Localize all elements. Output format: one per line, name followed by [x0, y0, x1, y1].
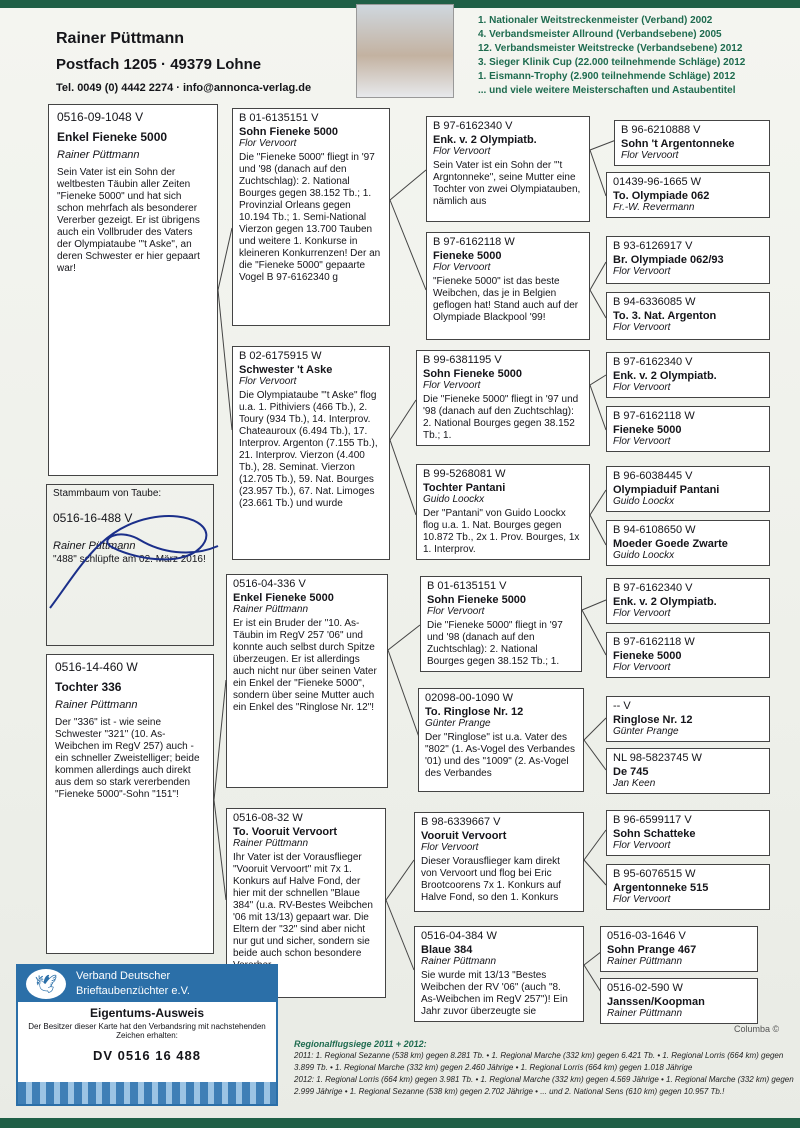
bird-name: Tochter 336 [55, 680, 122, 694]
pedigree-g4 [606, 172, 770, 218]
bird-owner: Flor Vervoort [239, 138, 297, 149]
bird-name: Fieneke 5000 [613, 424, 682, 436]
ring-number: B 94-6336085 W [613, 296, 696, 308]
ring-number: B 99-6381195 V [423, 354, 502, 366]
bird-name: Moeder Goede Zwarte [613, 538, 728, 550]
bird-name: Enk. v. 2 Olympiatb. [433, 134, 537, 146]
card-band [18, 1082, 276, 1104]
bird-owner: Rainer Püttmann [607, 956, 683, 967]
pedigree-g2 [232, 108, 390, 326]
bird-name: Sohn 't Argentonneke [621, 138, 735, 150]
bird-name: To. Vooruit Vervoort [233, 826, 338, 838]
bird-owner: Flor Vervoort [613, 436, 671, 447]
bird-owner: Flor Vervoort [613, 266, 671, 277]
achievement: ... und viele weitere Meisterschaften und Astaubentitel [478, 85, 736, 96]
ring-number: B 99-5268081 W [423, 468, 506, 480]
bird-owner: Flor Vervoort [621, 150, 679, 161]
bird-description: Der "Ringlose" ist u.a. Vater des "802" (1. As-Vogel des Verbandes '01) und des "1009" (2. As-Vogel des Verbandes [425, 732, 575, 779]
ring-number: 0516-04-336 V [233, 578, 306, 590]
pedigree-g3 [418, 688, 584, 792]
pedigree-g4 [606, 810, 770, 856]
pedigree-g3 [414, 812, 584, 912]
bird-description: Ihr Vater ist der Vorausflieger "Vooruit Vervoort" mit 7x 1. Konkurs auf Halve Fond, der hier mit der schnellen "Blaue 384" (u.a. RV-Bestes Weibchen '06 mit 13/13) gepaart war. Die Eltern der "32" sind aber nicht nur gut und sicher, sondern sie beide auch schon besondere [233, 852, 373, 959]
pedigree-g4 [606, 748, 770, 794]
pedigree-sire [48, 104, 218, 476]
bird-name: Olympiaduif Pantani [613, 484, 720, 496]
bird-name: To. 3. Nat. Argenton [613, 310, 717, 322]
bird-owner: Guido Loockx [613, 496, 675, 507]
regional-results [294, 1038, 794, 1098]
credit: Columba © [734, 1024, 780, 1034]
pedigree-g4 [606, 578, 770, 624]
bird-name: Sohn Fieneke 5000 [239, 126, 339, 138]
bird-owner: Guido Loockx [613, 550, 675, 561]
card-title: Eigentums-Ausweis [89, 1006, 205, 1020]
bird-owner: Flor Vervoort [613, 322, 671, 333]
achievement: 3. Sieger Klinik Cup (22.000 teilnehmende Schläge) 2012 [478, 57, 746, 68]
pedigree-dam [46, 654, 214, 954]
subject-breeder: Rainer Püttmann [53, 540, 136, 552]
ring-number: NL 98-5823745 W [613, 752, 702, 764]
card-org-line: Verband Deutscher [76, 970, 171, 982]
bird-owner: Rainer Püttmann [57, 149, 140, 161]
pedigree-g4 [606, 406, 770, 452]
bird-name: Enkel Fieneke 5000 [57, 130, 168, 144]
ring-number: B 96-6210888 V [621, 124, 701, 136]
pedigree-g4 [606, 696, 770, 742]
bird-name: Vooruit Vervoort [421, 830, 507, 842]
bird-name: Enkel Fieneke 5000 [233, 592, 334, 604]
regional-title: Regionalflugsiege 2011 + 2012: [294, 1039, 427, 1049]
bird-name: Ringlose Nr. 12 [613, 714, 693, 726]
regional-line: 2011: 1. Regional Sezanne (538 km) gegen 8.281 Tb. • 1. Regional Marche (332 km) gegen 6.421 Tb. • 1. Regional Lorris (664 km) gegen 3.899 Tb. • 1. Regional Marche (332 km) gegen 2.460 Jährige • 1. Regional Lorris (664 km) gegen 1.018 Jährige [294, 1051, 784, 1072]
bird-description: Die "Fieneke 5000" fliegt in '97 und '98 (danach auf den Zuchtschlag): 2. National Bourges gegen 38.152 Tb.; 1. Provinzial Orleans gegen 10.194 Tb.; 1. Semi-National Vierzon gegen 13.700 Tauben und weitere 1. Konkurse in kleineren Konkurrenzen! Der an die "Fieneke 5000" gepaarte Vogel B 97-6162340 g [239, 152, 381, 283]
bird-owner: Rainer Püttmann [607, 1008, 683, 1019]
ring-number: 01439-96-1665 W [613, 176, 702, 188]
bird-name: Sohn Fieneke 5000 [423, 368, 523, 380]
bird-description: Die "Fieneke 5000" fliegt in '97 und '98 (danach auf den Zuchtschlag): 2. National Bourges gegen 38.152 Tb.; 1. [423, 394, 579, 441]
card-header [18, 966, 276, 1002]
bird-name: To. Ringlose Nr. 12 [425, 706, 524, 718]
pedigree-g4 [606, 292, 770, 340]
bird-owner: Flor Vervoort [421, 842, 479, 853]
regional-line: 2012: 1. Regional Lorris (664 km) gegen 3.981 Tb. • 1. Regional Marche (332 km) gegen 4.569 Jährige • 1. Regional Marche (332 km) gegen 2.999 Jährige • 1. Regional Sezanne (538 km) gegen 2.702 Jährige • ... und 2. National Sens (610 km) gegen 10.957 Tb.! [294, 1075, 794, 1096]
ring-number: B 01-6135151 V [427, 580, 507, 592]
bird-description: Die Olympiataube "'t Aske" flog u.a. 1. Pithiviers (466 Tb.), 2. Toury (934 Tb.), 14. Interprov. Chateauroux (6.494 Tb.), 17. Interprov. Argenton (7.155 Tb.), 21. Interprov. Vierzon (4.400 Tb.), 28. Seminat. Vierzon (12.705 Tb.), 59. Nat. Bourges (23.957 Tb.), 67. Nat. Limoges (23.661 Tb.) und wurde [239, 390, 378, 509]
pedigree-g4 [600, 926, 758, 972]
bird-owner: Flor Vervoort [613, 608, 671, 619]
ring-number: B 02-6175915 W [239, 350, 322, 362]
pedigree-g3 [416, 464, 590, 560]
ring-number: 0516-02-590 W [607, 982, 683, 994]
pedigree-g3 [426, 232, 590, 340]
ring-number: B 97-6162340 V [433, 120, 513, 132]
ring-number: B 97-6162340 V [613, 582, 693, 594]
bird-description: Die "Fieneke 5000" fliegt in '97 und '98 (danach auf den Zuchtschlag): 2. National Bourges gegen 38.152 Tb.; 1. [427, 620, 563, 667]
achievement: 1. Eismann-Trophy (2.900 teilnehmende Schläge) 2012 [478, 71, 736, 82]
card-org-line: Brieftaubenzüchter e.V. [76, 985, 190, 997]
ring-number: 0516-14-460 W [55, 660, 138, 674]
bird-name: Fieneke 5000 [613, 650, 682, 662]
ring-number: B 95-6076515 W [613, 868, 696, 880]
bird-owner: Günter Prange [425, 718, 491, 729]
ring-number: B 97-6162340 V [613, 356, 693, 368]
achievement: 4. Verbandsmeister Allround (Verbandsebene) 2005 [478, 29, 722, 40]
achievement: 1. Nationaler Weitstreckenmeister (Verband) 2002 [478, 15, 713, 26]
pedigree-g4 [606, 466, 770, 512]
bird-name: Tochter Pantani [423, 482, 506, 494]
bird-owner: Rainer Püttmann [55, 699, 138, 711]
ring-number: B 97-6162118 W [433, 236, 515, 248]
pedigree-g4 [614, 120, 770, 166]
bird-owner: Flor Vervoort [427, 606, 485, 617]
bird-description: Er ist ein Bruder der "10. As-Täubin im RegV 257 '06" und konnte auch selbst durch Spitze überzeugen. Er ist allerdings auch nicht nur über seinen Vater ein Enkel der "Fieneke 5000", sondern über seine Mutter auch ein Enkel des "Ringlose Nr. 12"! [233, 618, 377, 713]
subject-ring: 0516-16-488 V [53, 511, 133, 525]
pedigree-g4 [606, 236, 770, 284]
bird-name: Fieneke 5000 [433, 250, 502, 262]
bird-description: "Fieneke 5000" ist das beste Weibchen, das je in Belgien geflogen hat! Stand auch auf der Olympiade Blackpool '99! [433, 276, 579, 323]
bird-name: Argentonneke 515 [613, 882, 709, 894]
bird-owner: Guido Loockx [423, 494, 485, 505]
bird-name: Schwester 't Aske [239, 364, 333, 376]
bird-owner: Flor Vervoort [613, 894, 671, 905]
pigeon-logo-icon: 🕊 [26, 969, 66, 999]
pedigree-g3 [420, 576, 582, 672]
ring-number: -- V [613, 700, 631, 712]
bird-name: Sohn Schatteke [613, 828, 696, 840]
bird-owner: Günter Prange [613, 726, 679, 737]
bird-description: Der "336" ist - wie seine Schwester "321" (10. As-Weibchen im RegV 257) auch - ein schneller Zweistelliger; beide kommen allerdings auch direkt aus dem so stark vererbenden "Fieneke 5000"-Sohn "151"! [55, 717, 200, 800]
achievement: 12. Verbandsmeister Weitstrecke (Verbandsebene) 2012 [478, 43, 743, 54]
breeder-contact: Tel. 0049 (0) 4442 2274 · info@annonca-verlag.de [56, 82, 312, 94]
breeder-name: Rainer Püttmann [56, 30, 185, 47]
pedigree-g3 [416, 350, 590, 446]
bird-name: Br. Olympiade 062/93 [613, 254, 724, 266]
bird-owner: Flor Vervoort [239, 376, 297, 387]
ring-number: 0516-04-384 W [421, 930, 497, 942]
bottom-bar [0, 1118, 800, 1128]
bird-name: Sohn Prange 467 [607, 944, 697, 956]
ring-number: B 94-6108650 W [613, 524, 696, 536]
pedigree-g4 [606, 864, 770, 910]
card-ring-number: DV 0516 16 488 [93, 1048, 201, 1063]
ring-number: 0516-09-1048 V [57, 110, 144, 124]
bird-owner: Jan Keen [613, 778, 656, 789]
bird-name: Enk. v. 2 Olympiatb. [613, 370, 717, 382]
bird-owner: Rainer Püttmann [233, 604, 309, 615]
pedigree-g2 [232, 346, 390, 560]
bird-owner: Flor Vervoort [613, 382, 671, 393]
ring-number: B 98-6339667 V [421, 816, 501, 828]
bird-owner: Flor Vervoort [613, 662, 671, 673]
ring-number: 0516-08-32 W [233, 812, 303, 824]
bird-owner: Flor Vervoort [423, 380, 481, 391]
pedigree-g4 [606, 352, 770, 398]
ring-number: B 97-6162118 W [613, 410, 695, 422]
pedigree-g3 [414, 926, 584, 1022]
subject-label: Stammbaum von Taube: [53, 488, 162, 499]
bird-owner: Flor Vervoort [433, 262, 491, 273]
ring-number: B 97-6162118 W [613, 636, 695, 648]
bird-name: De 745 [613, 766, 649, 778]
bird-owner: Flor Vervoort [433, 146, 491, 157]
ring-number: B 93-6126917 V [613, 240, 693, 252]
bird-owner: Fr.-W. Revermann [613, 202, 695, 213]
ownership-card [16, 964, 278, 1106]
bird-description: Der "Pantani" von Guido Loockx flog u.a. 1. Nat. Bourges gegen 10.872 Tb., 2x 1. Prov. Bourges, 1x 1. Interprov. [423, 508, 580, 555]
bird-owner: Rainer Püttmann [233, 838, 309, 849]
ring-number: B 01-6135151 V [239, 112, 319, 124]
breeder-address: Postfach 1205 · 49379 Lohne [56, 56, 262, 73]
ring-number: 02098-00-1090 W [425, 692, 514, 704]
bird-description: Sein Vater ist ein Sohn der weltbesten Täubin aller Zeiten "Fieneke 5000" und hat sich schon mehrfach als besonderer Vererber gezeigt. Er ist übrigens auch ein Vollbruder des Vaters der Olympiataube "'t Aske", an deren Schwester er hier gepaart war! [57, 167, 200, 274]
bird-name: To. Olympiade 062 [613, 190, 710, 202]
bird-description: Dieser Vorausflieger kam direkt von Vervoort und flog bei Eric Brootcoorens 7x 1. Konkurs auf Halve Fond, so den 1. Konkurs [421, 856, 562, 903]
bird-name: Sohn Fieneke 5000 [427, 594, 527, 606]
pedigree-g2 [226, 574, 388, 788]
ring-number: B 96-6038445 V [613, 470, 693, 482]
pedigree-g4 [606, 632, 770, 678]
pedigree-g4 [606, 520, 770, 566]
bird-description: Sie wurde mit 13/13 "Bestes Weibchen der RV '06" (auch "8. As-Weibchen im RegV 257")! Ein Jahr zuvor überzeugte sie [421, 970, 568, 1017]
bird-name: Blaue 384 [421, 944, 473, 956]
bird-name: Janssen/Koopman [607, 996, 705, 1008]
bird-owner: Rainer Püttmann [421, 956, 497, 967]
ring-number: 0516-03-1646 V [607, 930, 686, 942]
bird-name: Enk. v. 2 Olympiatb. [613, 596, 717, 608]
pedigree-g3 [426, 116, 590, 222]
bird-owner: Flor Vervoort [613, 840, 671, 851]
subject-note: "488" schlüpfte am 02. März 2016! [53, 554, 206, 565]
pedigree-g4 [600, 978, 758, 1024]
card-text: Der Besitzer dieser Karte hat den Verbandsring mit nachstehenden Zeichen erhalten: [28, 1022, 266, 1040]
ring-number: B 96-6599117 V [613, 814, 692, 826]
bird-description: Sein Vater ist ein Sohn der "'t Argntonneke", seine Mutter eine Tochter von zwei Olympiatauben, nämlich aus [433, 160, 581, 207]
